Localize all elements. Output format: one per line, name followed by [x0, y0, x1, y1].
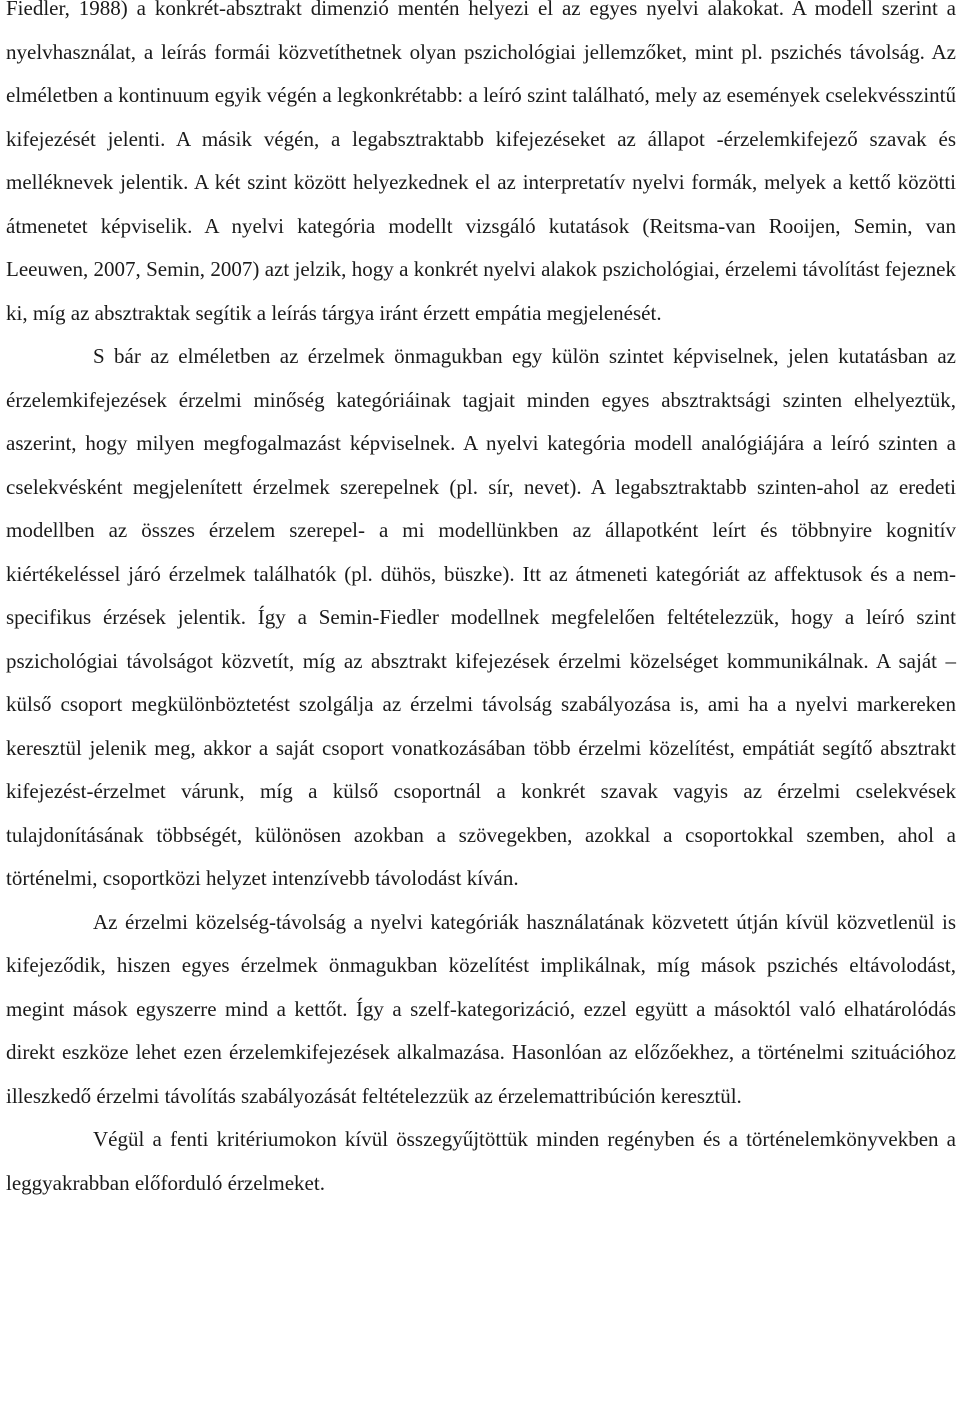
paragraph-2: S bár az elméletben az érzelmek önmagukban egy külön szintet képviselnek, jelen kutatásban az érzelemkifejezések érzelmi minőség kategóriáinak tagjait minden egyes absztraktsági szinten elhelyeztük, aszerint, hogy milyen megfogalmazást képviselnek. A nyelvi kategória modell analógiájára a leíró szinten a cselekvésként megjelenített érzelmek szerepelnek (pl. sír, nevet). A legabsztraktabb szinten-ahol az eredeti modellben az összes érzelem szerepel- a mi modellünkben az állapotként leírt és többnyire kognitív kiértékeléssel járó érzelmek találhatók (pl. dühös, büszke). Itt az átmeneti kategóriát az affektusok és a nem-specifikus érzések jelentik. Így a Semin-Fiedler modellnek megfelelően feltételezzük, hogy a leíró szint pszichológiai távolságot közvetít, míg az absztrakt kifejezések érzelmi közelséget kommunikálnak. A saját –külső csoport megkülönböztetést szolgálja az érzelmi távolság szabályozása is, ami ha a nyelvi markereken keresztül jelenik meg, akkor a saját csoport vonatkozásában több érzelmi közelítést, empátiát segítő absztrakt kifejezést-érzelmet várunk, míg a külső csoportnál a konkrét szavak vagyis az érzelmi cselekvések tulajdonításának többségét, különösen azokban a szövegekben, azokkal a csoportokkal szemben, ahol a történelmi, csoportközi helyzet intenzívebb távolodást kíván. — [6, 344, 956, 890]
paragraph-4: Végül a fenti kritériumokon kívül összegyűjtöttük minden regényben és a történelemkönyvekben a leggyakrabban előforduló érzelmeket. — [6, 1127, 956, 1195]
document-page — [6, 0, 956, 1205]
paragraph-1: Fiedler, 1988) a konkrét-absztrakt dimenzió mentén helyezi el az egyes nyelvi alakokat. A modell szerint a nyelvhasználat, a leírás formái közvetíthetnek olyan pszichológiai jellemzőket, mint pl. pszichés távolság. Az elméletben a kontinuum egyik végén a legkonkrétabb: a leíró szint található, mely az események cselekvésszintű kifejezését jelenti. A másik végén, a legabsztraktabb kifejezéseket az állapot -érzelemkifejező szavak és melléknevek jelentik. A két szint között helyezkednek el az interpretatív nyelvi formák, melyek a kettő közötti átmenetet képviselik. A nyelvi kategória modellt vizsgáló kutatások (Reitsma-van Rooijen, Semin, van Leeuwen, 2007, Semin, 2007) azt jelzik, hogy a konkrét nyelvi alakok pszichológiai, érzelemi távolítást fejeznek ki, míg az absztraktak segítik a leírás tárgya iránt érzett empátia megjelenését. — [6, 0, 956, 325]
paragraph-3: Az érzelmi közelség-távolság a nyelvi kategóriák használatának közvetett útján kívül közvetlenül is kifejeződik, hiszen egyes érzelmek önmagukban közelítést implikálnak, míg mások pszichés eltávolodást, megint mások egyszerre mind a kettőt. Így a szelf-kategorizáció, ezzel együtt a másoktól való elhatárolódás direkt eszköze lehet ezen érzelemkifejezések alkalmazása. Hasonlóan az előzőekhez, a történelmi szituációhoz illeszkedő érzelmi távolítás szabályozását feltételezzük az érzelemattribúción keresztül. — [6, 909, 956, 1108]
